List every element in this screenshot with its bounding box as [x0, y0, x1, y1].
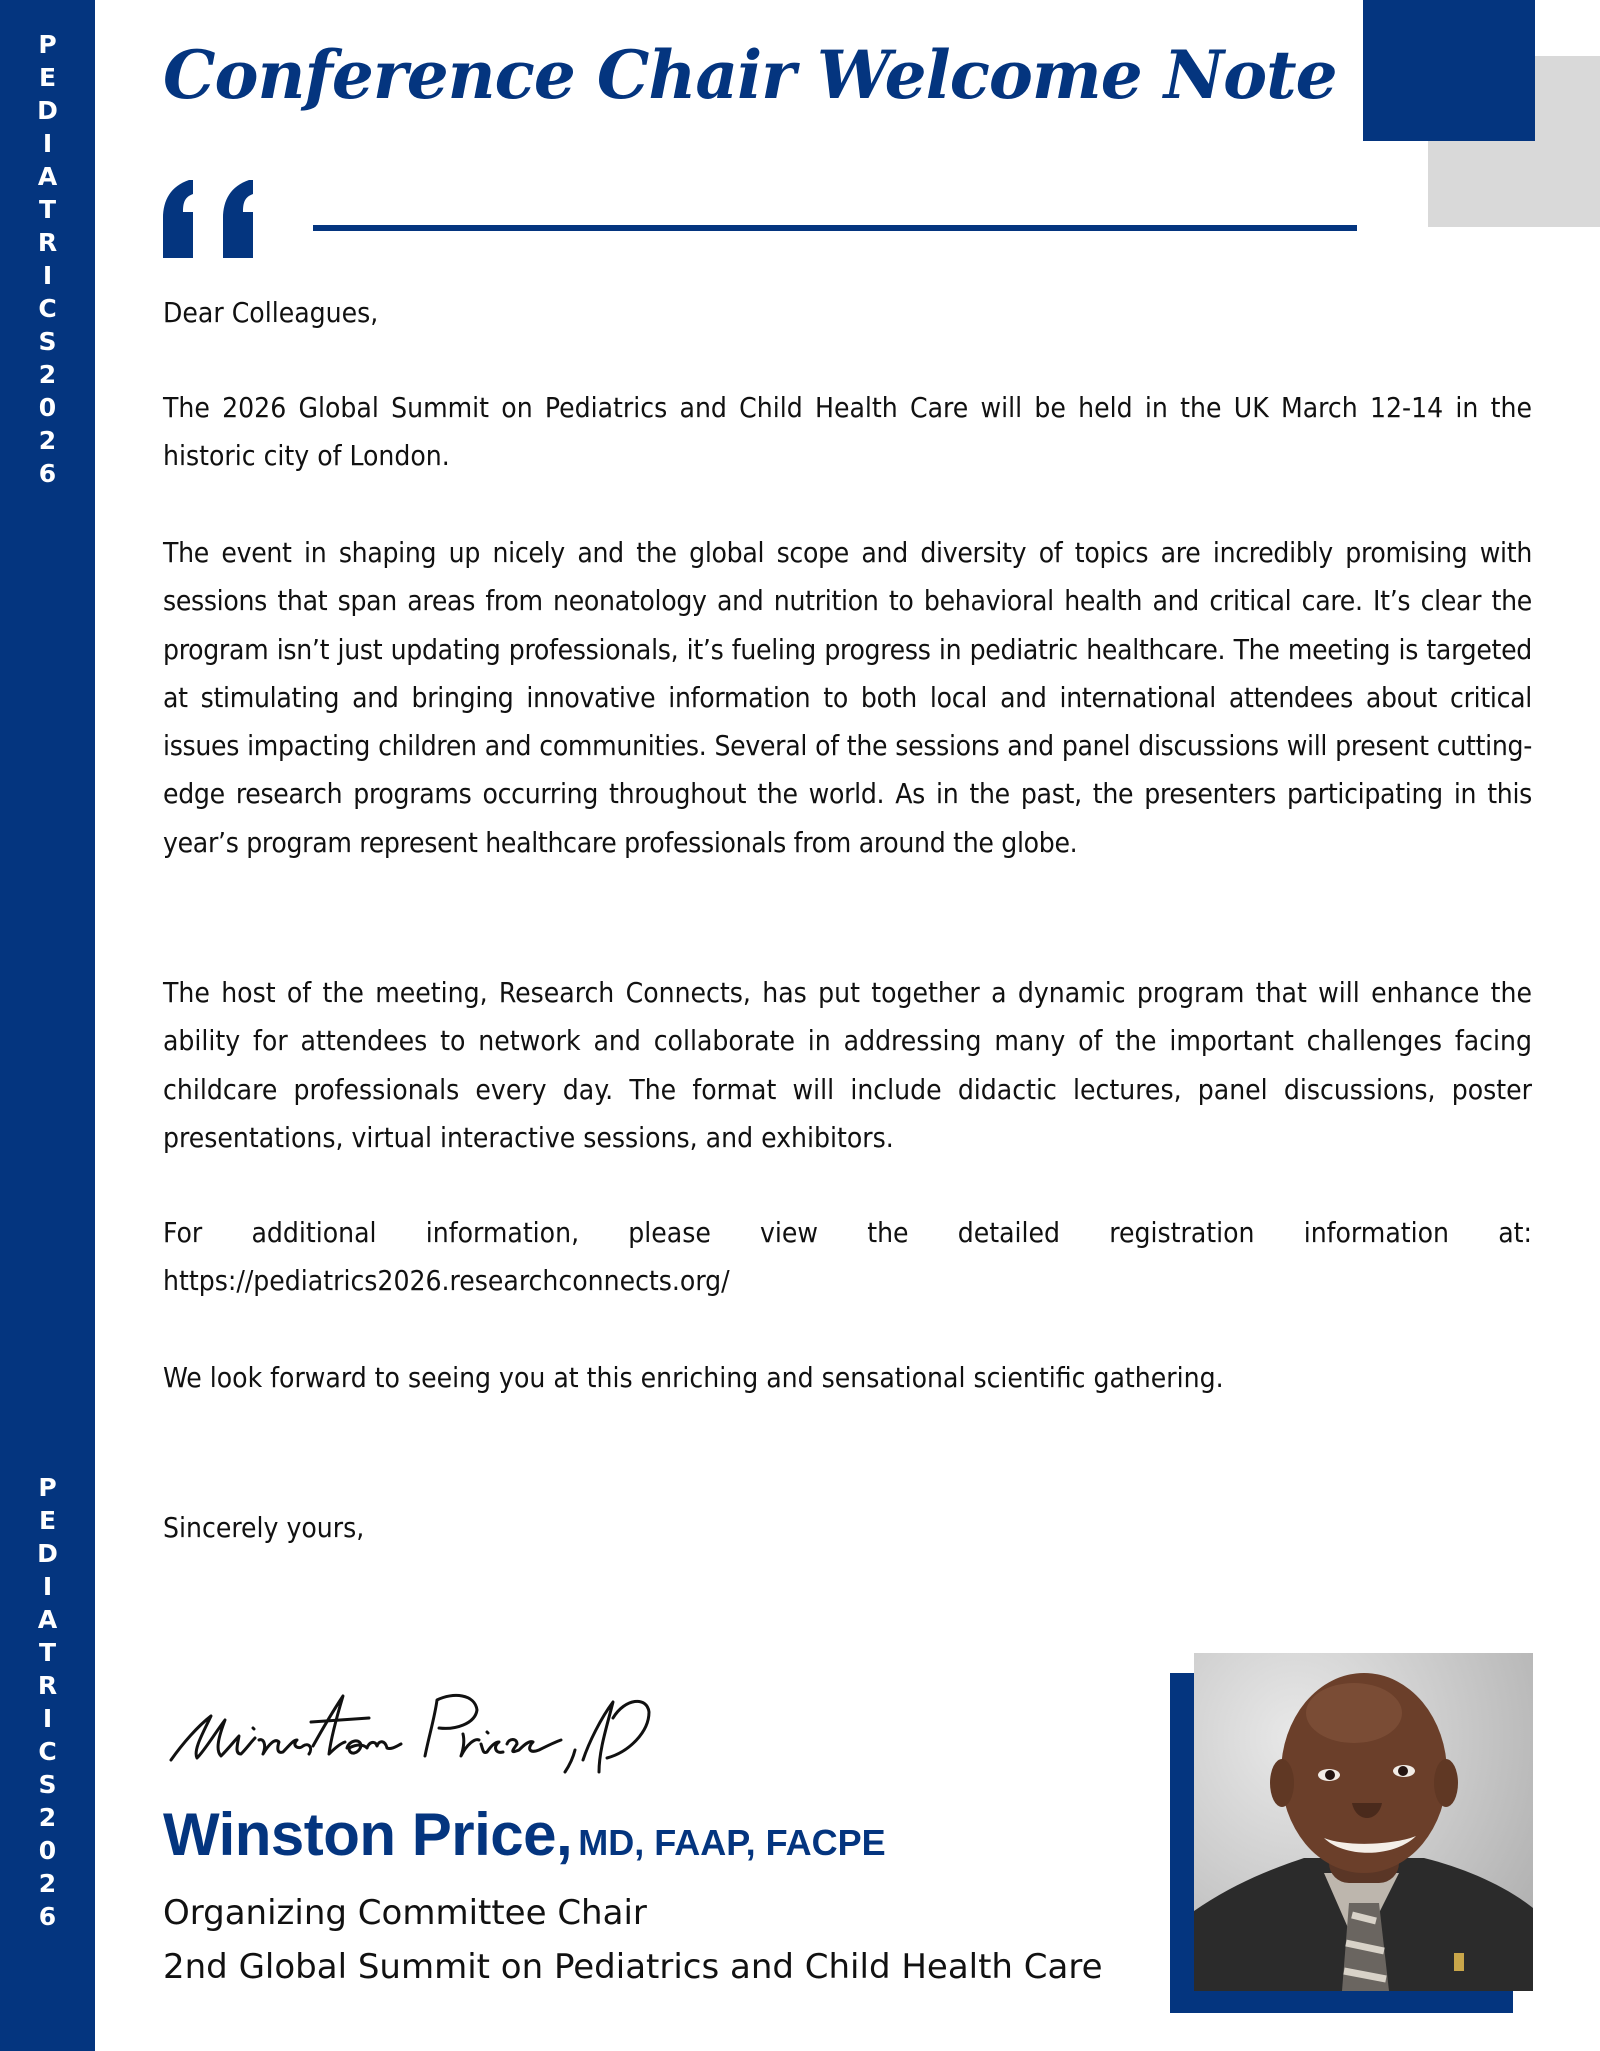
- sidebar-letter: 0: [38, 1836, 57, 1865]
- signer-role: Organizing Committee Chair: [163, 1893, 647, 1933]
- letter-paragraph-5: We look forward to seeing you at this enriching and sensational scientific gathering.: [163, 1361, 1224, 1394]
- sidebar-band: [0, 0, 95, 2051]
- sidebar-letter: S: [38, 327, 57, 356]
- sidebar-letter: 2: [38, 1803, 57, 1832]
- signer-name: Winston Price,: [163, 1801, 573, 1868]
- letter-paragraph-2: The event in shaping up nicely and the global scope and diversity of topics are incredibly promising with sessions that span areas from neonatology and nutrition to behavioral health and critical care. It’s clear the program isn’t just updating professionals, it’s fueling progress in pediatric healthcare. The meeting is targeted at stimulating and bringing innovative information to both local and international attendees about critical issues impacting children and communities. Several of the sessions and panel discussions will present cutting-edge research programs occurring throughout the world. As in the past, the presenters participating in this year’s program represent healthcare professionals from around the globe.: [163, 536, 1532, 859]
- sidebar-letter: E: [38, 1506, 57, 1535]
- sidebar-letter: I: [42, 261, 53, 290]
- letter-paragraph-1: The 2026 Global Summit on Pediatrics and Child Health Care will be held in the UK March 12-14 in the historic city of London.: [163, 391, 1532, 473]
- sidebar-letter: C: [38, 294, 57, 323]
- sidebar-letter: I: [42, 1704, 53, 1733]
- page-title: Conference Chair Welcome Note: [163, 36, 1337, 114]
- sidebar-letter: T: [38, 1638, 57, 1667]
- sidebar-letter: 6: [38, 459, 57, 488]
- sidebar-letter: I: [42, 1572, 53, 1601]
- sidebar-letter: S: [38, 1770, 57, 1799]
- signer-credentials: MD, FAAP, FACPE: [578, 1822, 886, 1863]
- signer-photo: [1194, 1653, 1533, 1991]
- signer-event: 2nd Global Summit on Pediatrics and Child Health Care: [163, 1947, 1103, 1987]
- letter-greeting: Dear Colleagues,: [163, 296, 379, 329]
- sidebar-letter: 2: [38, 360, 57, 389]
- letter-paragraph-4: For additional information, please view the detailed registration information at: https://pediatrics2026.researchconnects.org/: [163, 1216, 1532, 1298]
- sidebar-letter: D: [37, 1539, 58, 1568]
- sidebar-letter: D: [37, 96, 58, 125]
- sidebar-vertical-text-bottom: [0, 1471, 95, 1933]
- decorative-blue-square: [1363, 0, 1535, 141]
- signature-image: [163, 1688, 708, 1788]
- sidebar-letter: 2: [38, 1869, 57, 1898]
- portrait-illustration: [1194, 1653, 1533, 1991]
- sidebar-letter: 6: [38, 1902, 57, 1931]
- letter-paragraph-3: The host of the meeting, Research Connects, has put together a dynamic program that will enhance the ability for attendees to network and collaborate in addressing many of the important challenges facing childcare professionals every day. The format will include didactic lectures, panel discussions, poster presentations, virtual interactive sessions, and exhibitors.: [163, 976, 1532, 1154]
- sidebar-letter: P: [38, 30, 57, 59]
- sidebar-letter: I: [42, 129, 53, 158]
- sidebar-letter: 2: [38, 426, 57, 455]
- signer-name-line: [163, 1800, 886, 1869]
- sidebar-letter: 0: [38, 393, 57, 422]
- sidebar-vertical-text-top: [0, 28, 95, 490]
- divider-line: [313, 225, 1357, 231]
- sidebar-letter: P: [38, 1473, 57, 1502]
- sidebar-letter: R: [37, 228, 58, 257]
- sidebar-letter: A: [37, 1605, 58, 1634]
- sidebar-letter: R: [37, 1671, 58, 1700]
- sidebar-letter: C: [38, 1737, 57, 1766]
- letter-closing: Sincerely yours,: [163, 1511, 365, 1544]
- sidebar-letter: T: [38, 195, 57, 224]
- sidebar-letter: A: [37, 162, 58, 191]
- quote-mark-icon: [163, 180, 263, 258]
- sidebar-letter: E: [38, 63, 57, 92]
